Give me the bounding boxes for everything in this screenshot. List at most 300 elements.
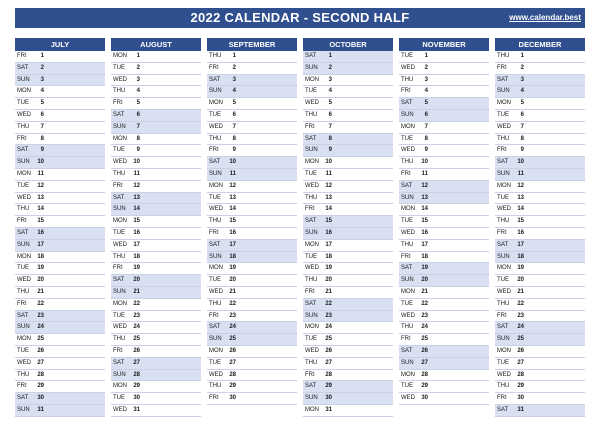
weekday-name: THU: [17, 371, 30, 378]
day-row: [207, 287, 297, 299]
day-number: 12: [133, 182, 140, 189]
note-space: [48, 322, 105, 333]
day-number: 31: [37, 406, 44, 413]
day-number: 7: [328, 123, 332, 130]
weekday-name: MON: [497, 182, 511, 189]
day-number: 16: [133, 229, 140, 236]
note-space: [144, 275, 201, 286]
day-row: [303, 110, 393, 122]
day-number: 12: [325, 182, 332, 189]
weekday-name: TUE: [17, 265, 29, 272]
day-number: 20: [37, 277, 44, 284]
day-number: 18: [229, 253, 236, 260]
note-space: [528, 75, 585, 86]
weekday-name: MON: [305, 76, 319, 83]
day-number: 21: [517, 288, 524, 295]
note-space: [432, 122, 489, 133]
day-row: [495, 299, 585, 311]
day-number: 24: [517, 324, 524, 331]
note-space: [240, 98, 297, 109]
day-row: [207, 193, 297, 205]
note-space: [528, 181, 585, 192]
day-number: 6: [520, 111, 524, 118]
weekday-name: FRI: [17, 300, 27, 307]
note-space: [240, 86, 297, 97]
weekday-name: WED: [113, 406, 127, 413]
weekday-name: SAT: [113, 194, 125, 201]
note-space: [336, 322, 393, 333]
day-row: [399, 370, 489, 382]
note-space: [528, 63, 585, 74]
day-row: [399, 240, 489, 252]
day-number: 9: [136, 147, 140, 154]
weekday-name: WED: [17, 359, 31, 366]
note-space: [144, 86, 201, 97]
weekday-name: FRI: [209, 229, 219, 236]
weekday-name: THU: [113, 253, 126, 260]
day-number: 25: [133, 336, 140, 343]
day-row: [399, 322, 489, 334]
day-row: [15, 51, 105, 63]
day-row: [207, 145, 297, 157]
weekday-name: FRI: [401, 253, 411, 260]
weekday-name: SAT: [497, 159, 509, 166]
note-space: [240, 228, 297, 239]
weekday-name: THU: [305, 277, 318, 284]
day-row: [399, 311, 489, 323]
weekday-name: TUE: [113, 395, 125, 402]
day-number: 16: [421, 229, 428, 236]
note-space: [240, 311, 297, 322]
note-space: [144, 169, 201, 180]
note-space: [48, 157, 105, 168]
day-row: [399, 287, 489, 299]
day-row: [111, 252, 201, 264]
day-row: [303, 157, 393, 169]
day-number: 23: [229, 312, 236, 319]
weekday-name: MON: [305, 241, 319, 248]
day-number: 5: [328, 100, 332, 107]
note-space: [528, 134, 585, 145]
note-space: [432, 181, 489, 192]
day-number: 25: [517, 336, 524, 343]
day-number: 28: [421, 371, 428, 378]
day-number: 8: [424, 135, 428, 142]
day-row: [111, 346, 201, 358]
day-number: 28: [229, 371, 236, 378]
day-row: [207, 275, 297, 287]
note-space: [336, 169, 393, 180]
weekday-name: SAT: [17, 64, 29, 71]
note-space: [336, 370, 393, 381]
note-space: [240, 287, 297, 298]
day-number: 14: [229, 206, 236, 213]
day-row: [495, 346, 585, 358]
day-row: [495, 287, 585, 299]
note-space: [240, 145, 297, 156]
note-space: [240, 275, 297, 286]
note-space: [432, 145, 489, 156]
note-space: [240, 75, 297, 86]
weekday-name: SUN: [305, 147, 318, 154]
month-column-october: [303, 38, 393, 416]
day-number: 28: [37, 371, 44, 378]
weekend-day-row: [15, 63, 105, 75]
day-number: 1: [40, 53, 44, 59]
day-row: [495, 358, 585, 370]
note-space: [240, 204, 297, 215]
weekday-name: SAT: [17, 395, 29, 402]
day-number: 23: [133, 312, 140, 319]
day-number: 4: [40, 88, 44, 95]
weekday-name: SUN: [209, 88, 222, 95]
note-space: [432, 228, 489, 239]
note-space: [48, 145, 105, 156]
day-number: 17: [421, 241, 428, 248]
weekday-name: THU: [113, 170, 126, 177]
note-space: [144, 122, 201, 133]
day-number: 16: [517, 229, 524, 236]
note-space: [432, 169, 489, 180]
note-space: [528, 358, 585, 369]
note-space: [432, 370, 489, 381]
day-row: [399, 122, 489, 134]
day-number: 25: [325, 336, 332, 343]
day-number: 31: [325, 406, 332, 413]
day-row: [399, 51, 489, 63]
day-number: 4: [520, 88, 524, 95]
day-number: 24: [325, 324, 332, 331]
weekday-name: FRI: [209, 395, 219, 402]
note-space: [144, 63, 201, 74]
day-number: 13: [325, 194, 332, 201]
note-space: [528, 86, 585, 97]
note-space: [432, 240, 489, 251]
day-row: [111, 181, 201, 193]
day-number: 5: [232, 100, 236, 107]
day-row: [399, 75, 489, 87]
weekend-day-row: [303, 134, 393, 146]
day-number: 14: [517, 206, 524, 213]
weekday-name: WED: [17, 194, 31, 201]
weekend-day-row: [303, 216, 393, 228]
weekday-name: WED: [497, 206, 511, 213]
weekend-day-row: [111, 370, 201, 382]
day-row: [399, 169, 489, 181]
day-number: 7: [424, 123, 428, 130]
day-number: 15: [37, 218, 44, 225]
weekday-name: TUE: [497, 194, 509, 201]
note-space: [144, 334, 201, 345]
weekday-name: WED: [17, 277, 31, 284]
day-number: 6: [232, 111, 236, 118]
weekday-name: THU: [305, 111, 318, 118]
day-row: [399, 228, 489, 240]
weekday-name: FRI: [305, 123, 315, 130]
note-space: [336, 145, 393, 156]
weekday-name: MON: [209, 182, 223, 189]
day-number: 10: [133, 159, 140, 166]
day-row: [207, 346, 297, 358]
day-number: 17: [229, 241, 236, 248]
weekday-name: THU: [209, 218, 222, 225]
note-space: [48, 181, 105, 192]
day-number: 2: [232, 64, 236, 71]
weekday-name: TUE: [497, 111, 509, 118]
day-number: 25: [37, 336, 44, 343]
note-space: [336, 122, 393, 133]
day-number: 1: [232, 53, 236, 59]
weekday-name: SAT: [401, 182, 413, 189]
note-space: [240, 51, 297, 62]
day-number: 30: [229, 395, 236, 402]
day-number: 26: [37, 347, 44, 354]
day-number: 13: [517, 194, 524, 201]
day-row: [399, 204, 489, 216]
note-space: [336, 86, 393, 97]
day-row: [207, 98, 297, 110]
day-row: [303, 287, 393, 299]
note-space: [528, 228, 585, 239]
day-number: 11: [133, 170, 140, 177]
weekday-name: WED: [401, 147, 415, 154]
day-number: 11: [37, 170, 44, 177]
website-link[interactable]: www.calendar.best: [509, 13, 581, 22]
note-space: [336, 334, 393, 345]
day-number: 2: [136, 64, 140, 71]
note-space: [432, 346, 489, 357]
day-row: [495, 393, 585, 405]
note-space: [432, 193, 489, 204]
note-space: [144, 51, 201, 62]
day-row: [303, 204, 393, 216]
weekday-name: TUE: [305, 88, 317, 95]
day-number: 2: [424, 64, 428, 71]
day-row: [303, 275, 393, 287]
note-space: [144, 228, 201, 239]
month-column-september: [207, 38, 297, 416]
day-number: 24: [133, 324, 140, 331]
weekday-name: THU: [17, 123, 30, 130]
weekday-name: SAT: [113, 111, 125, 118]
day-row: [207, 311, 297, 323]
day-row: [495, 228, 585, 240]
day-row: [15, 193, 105, 205]
day-number: 9: [424, 147, 428, 154]
day-number: 19: [517, 265, 524, 272]
note-space: [144, 157, 201, 168]
weekday-name: WED: [305, 347, 319, 354]
day-number: 21: [325, 288, 332, 295]
note-space: [48, 287, 105, 298]
day-number: 27: [517, 359, 524, 366]
day-row: [495, 311, 585, 323]
note-space: [432, 216, 489, 227]
weekend-day-row: [15, 145, 105, 157]
note-space: [48, 63, 105, 74]
weekday-name: FRI: [401, 170, 411, 177]
month-column-december: [495, 38, 585, 416]
weekday-name: TUE: [209, 277, 221, 284]
day-number: 19: [229, 265, 236, 272]
weekend-day-row: [111, 122, 201, 134]
day-number: 9: [328, 147, 332, 154]
note-space: [48, 204, 105, 215]
day-number: 9: [232, 147, 236, 154]
weekday-name: WED: [209, 288, 223, 295]
day-number: 20: [517, 277, 524, 284]
weekday-name: SAT: [209, 159, 221, 166]
note-space: [336, 287, 393, 298]
weekday-name: SAT: [209, 76, 221, 83]
day-row: [399, 134, 489, 146]
weekend-day-row: [399, 193, 489, 205]
day-row: [111, 263, 201, 275]
day-number: 15: [421, 218, 428, 225]
weekday-name: WED: [305, 100, 319, 107]
weekday-name: SUN: [17, 324, 30, 331]
day-row: [303, 75, 393, 87]
weekday-name: MON: [209, 347, 223, 354]
weekday-name: TUE: [401, 218, 413, 225]
day-number: 28: [133, 371, 140, 378]
month-header: AUGUST: [111, 38, 201, 51]
note-space: [240, 110, 297, 121]
day-number: 10: [517, 159, 524, 166]
weekday-name: SUN: [497, 88, 510, 95]
weekday-name: SAT: [497, 241, 509, 248]
note-space: [528, 311, 585, 322]
weekday-name: THU: [401, 159, 414, 166]
note-space: [144, 204, 201, 215]
day-number: 15: [133, 218, 140, 225]
day-row: [15, 334, 105, 346]
note-space: [336, 393, 393, 404]
note-space: [432, 204, 489, 215]
weekday-name: WED: [497, 288, 511, 295]
weekend-day-row: [495, 405, 585, 417]
day-number: 14: [133, 206, 140, 213]
weekday-name: THU: [497, 218, 510, 225]
note-space: [240, 346, 297, 357]
note-space: [240, 240, 297, 251]
weekday-name: FRI: [113, 347, 123, 354]
weekday-name: FRI: [497, 229, 507, 236]
day-number: 22: [421, 300, 428, 307]
day-number: 4: [136, 88, 140, 95]
note-space: [336, 63, 393, 74]
day-row: [15, 98, 105, 110]
weekday-name: WED: [401, 395, 415, 402]
day-row: [15, 358, 105, 370]
weekday-name: THU: [209, 383, 222, 390]
day-number: 14: [421, 206, 428, 213]
weekend-day-row: [111, 204, 201, 216]
day-number: 24: [229, 324, 236, 331]
weekday-name: SAT: [305, 135, 317, 142]
weekend-day-row: [111, 275, 201, 287]
day-row: [303, 240, 393, 252]
note-space: [336, 311, 393, 322]
weekday-name: TUE: [401, 383, 413, 390]
day-row: [15, 122, 105, 134]
day-row: [495, 134, 585, 146]
weekday-name: FRI: [17, 383, 27, 390]
day-number: 12: [37, 182, 44, 189]
note-space: [48, 98, 105, 109]
day-row: [111, 393, 201, 405]
note-space: [48, 86, 105, 97]
day-number: 26: [229, 347, 236, 354]
day-number: 10: [229, 159, 236, 166]
day-number: 11: [325, 170, 332, 177]
weekday-name: SAT: [209, 324, 221, 331]
note-space: [432, 134, 489, 145]
weekday-name: FRI: [17, 218, 27, 225]
day-number: 24: [37, 324, 44, 331]
weekday-name: MON: [305, 324, 319, 331]
day-row: [399, 157, 489, 169]
day-number: 3: [136, 76, 140, 83]
day-row: [111, 51, 201, 63]
day-number: 3: [328, 76, 332, 83]
day-number: 19: [133, 265, 140, 272]
day-row: [495, 145, 585, 157]
weekend-day-row: [15, 405, 105, 417]
weekend-day-row: [495, 322, 585, 334]
day-number: 7: [136, 123, 140, 130]
weekday-name: SUN: [209, 253, 222, 260]
day-row: [207, 370, 297, 382]
note-space: [336, 75, 393, 86]
weekday-name: SAT: [209, 241, 221, 248]
day-number: 3: [520, 76, 524, 83]
weekday-name: SAT: [497, 76, 509, 83]
day-row: [303, 405, 393, 417]
day-number: 20: [229, 277, 236, 284]
month-column-august: [111, 38, 201, 416]
weekday-name: SUN: [497, 336, 510, 343]
weekday-name: WED: [113, 324, 127, 331]
day-number: 26: [517, 347, 524, 354]
weekday-name: SAT: [497, 406, 509, 413]
note-space: [432, 275, 489, 286]
note-space: [528, 216, 585, 227]
day-number: 7: [232, 123, 236, 130]
weekday-name: SUN: [401, 277, 414, 284]
note-space: [336, 240, 393, 251]
day-row: [111, 334, 201, 346]
day-number: 13: [37, 194, 44, 201]
weekend-day-row: [399, 346, 489, 358]
day-number: 22: [229, 300, 236, 307]
weekend-day-row: [15, 393, 105, 405]
note-space: [336, 299, 393, 310]
note-space: [240, 370, 297, 381]
day-row: [399, 334, 489, 346]
note-space: [336, 204, 393, 215]
day-row: [495, 216, 585, 228]
weekday-name: SUN: [497, 253, 510, 260]
note-space: [432, 75, 489, 86]
weekday-name: TUE: [305, 336, 317, 343]
day-number: 20: [325, 277, 332, 284]
day-number: 6: [328, 111, 332, 118]
day-number: 21: [133, 288, 140, 295]
day-row: [495, 122, 585, 134]
weekday-name: SUN: [305, 312, 318, 319]
weekend-day-row: [303, 381, 393, 393]
